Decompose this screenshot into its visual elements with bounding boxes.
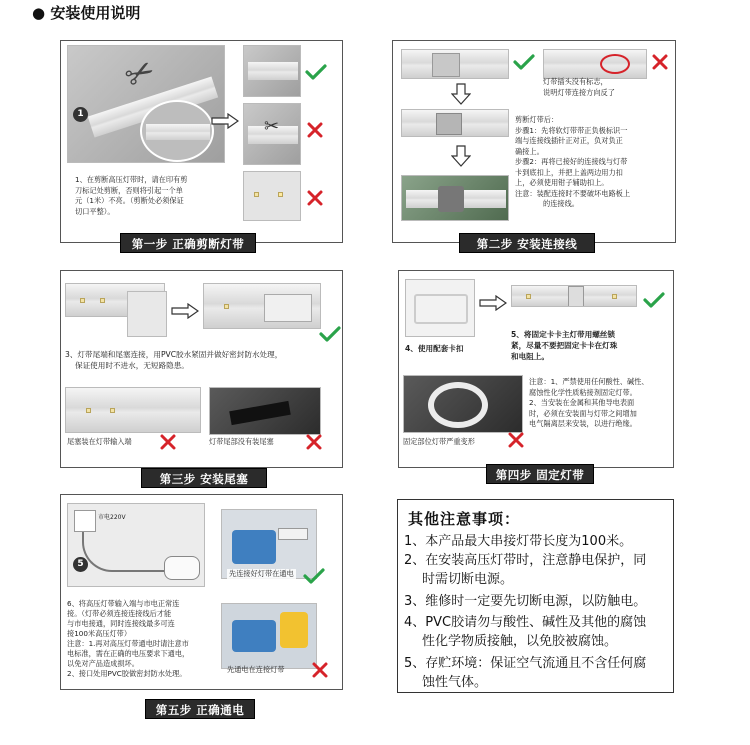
check-icon [643,291,665,309]
cross-icon [311,661,329,679]
zoom-circle [140,100,214,162]
clip-installed-photo [511,285,637,307]
correct-cut-photo [243,45,301,97]
note-item: 4、PVC胶请勿与酸性、碱性及其他的腐蚀 [404,615,647,630]
note-item: 3、维修时一定要先切断电源，以防触电。 [404,594,647,609]
step4-panel [398,270,674,468]
note-item: 时需切断电源。 [422,572,514,587]
no-cap-photo [209,387,321,435]
step3-banner: 第三步 安装尾塞 [141,468,267,488]
note-item: 5、存贮环境：保证空气流通且不含任何腐 [404,656,647,671]
step3-panel [60,270,343,468]
page-header [32,2,140,23]
connector-reversed-photo [543,49,647,79]
no-cap-caption: 灯带尾部没有装尾塞 [209,437,274,446]
reversed-note: 灯带插头没有标志， 说明灯带连接方向反了 [543,77,615,97]
end-cap-installed-photo [203,283,321,329]
note-item: 1、本产品最大串接灯带长度为100米。 [404,534,633,549]
clip-caption: 4、使用配套卡扣 [405,344,464,353]
connector-insert-photo [401,109,509,137]
note-item: 性化学物质接触，以免胶被腐蚀。 [422,634,618,649]
step2-instructions: 剪断灯带后： 步骤1：先将软灯带带正负极标识一 端与连接线插针正对正，负对负正 确接上。 步骤2：再将已接好的连接线与灯带 卡到底扣上，并把上盖两边用力扣 上，必须使用钳子辅助扣上。 注意：装配连接时不要破坏电路板上 的连接线。 [515,115,631,208]
clip-photo [405,279,475,337]
note-item: 2、在安装高压灯带时，注意静电保护，同 [404,553,647,568]
plug-wall-photo [67,503,205,587]
step5-banner: 第五步 正确通电 [145,699,255,719]
cross-icon [651,53,669,71]
cross-icon [305,433,323,451]
cross-icon [306,121,324,139]
deformed-caption: 固定部位灯带严重变形 [403,437,475,446]
step1-instructions: 1、在剪断高压灯带时，请在印有剪 刀标记处剪断，否则将引起一个单 元（1米）不亮。（剪断处必须保证 切口平整）。 [75,175,188,216]
step4-instructions: 5、将固定卡卡主灯带用螺丝锁 紧，尽量不要把固定卡卡在灯珠 和电阻上。 [511,330,618,361]
cross-icon [159,433,177,451]
arrow-right-icon [479,295,507,311]
check-icon [513,53,535,71]
end-cap-photo [127,291,167,337]
arrow-down-icon [451,145,471,167]
step5-panel [60,494,343,690]
bullet-icon: ● [32,4,46,22]
connector-closed-photo [401,175,509,221]
arrow-down-icon [451,83,471,105]
step-number-badge: 5 [73,557,88,572]
power-first-photo [221,603,317,669]
arrow-right-icon [211,113,239,129]
cross-icon [306,189,324,207]
deformed-strip-photo [403,375,523,433]
unlit-unit-photo [243,171,301,221]
step2-banner: 第二步 安装连接线 [459,233,595,253]
step2-panel [392,40,676,243]
check-icon [303,567,325,585]
cap-on-input-caption: 尾塞装在灯带输入端 [67,437,132,446]
step-number-badge: 1 [73,107,88,122]
check-icon [305,63,327,81]
mains-label: 市电220V [98,514,126,521]
notes-panel [397,499,674,693]
cap-on-input-photo [65,387,201,433]
wrong-cut-photo: ✂ [243,103,301,165]
scissors-icon: ✂ [117,49,163,99]
note-item: 蚀性气体。 [422,675,488,690]
connector-photo-top [401,49,509,79]
step4-banner: 第四步 固定灯带 [486,464,594,484]
page-title: 安装使用说明 [50,4,141,22]
step3-instructions: 3、灯带尾端和尾塞连接，用PVC胶水紧固并做好密封防水处理， 保证使用时不进水，无短路隐患。 [65,350,283,370]
check-icon [319,325,341,343]
connect-first-caption: 先连接好灯带在通电 [229,569,294,578]
step1-banner: 第一步 正确剪断灯带 [120,233,256,253]
cutting-photo [67,45,225,163]
notes-title: 其他注意事项： [408,510,521,528]
step4-warning: 注意：1、严禁使用任何酸性、碱性、 腐蚀性化学性质粘接剂固定灯带。 2、当安装在金属和其他导电表面 时，必须在安装面与灯带之间增加 电气隔离层来安装，以进行绝缘。 [529,377,649,428]
step5-instructions: 6、将高压灯带输入端与市电正常连 接。（灯带必须连接连接线后才能 与市电接通，同时连接线最多可连 接100米高压灯带） 注意：1.再对高压灯带通电时请注意市 电标准，需在正确的电压要求下通电， 以免对产品造成损坏。 2、接口处用PVC胶做密封防水处理。 [67,599,190,678]
cross-icon [507,431,525,449]
step1-panel [60,40,343,243]
power-first-caption: 先通电在连接灯带 [227,665,285,674]
arrow-right-icon [171,303,199,319]
